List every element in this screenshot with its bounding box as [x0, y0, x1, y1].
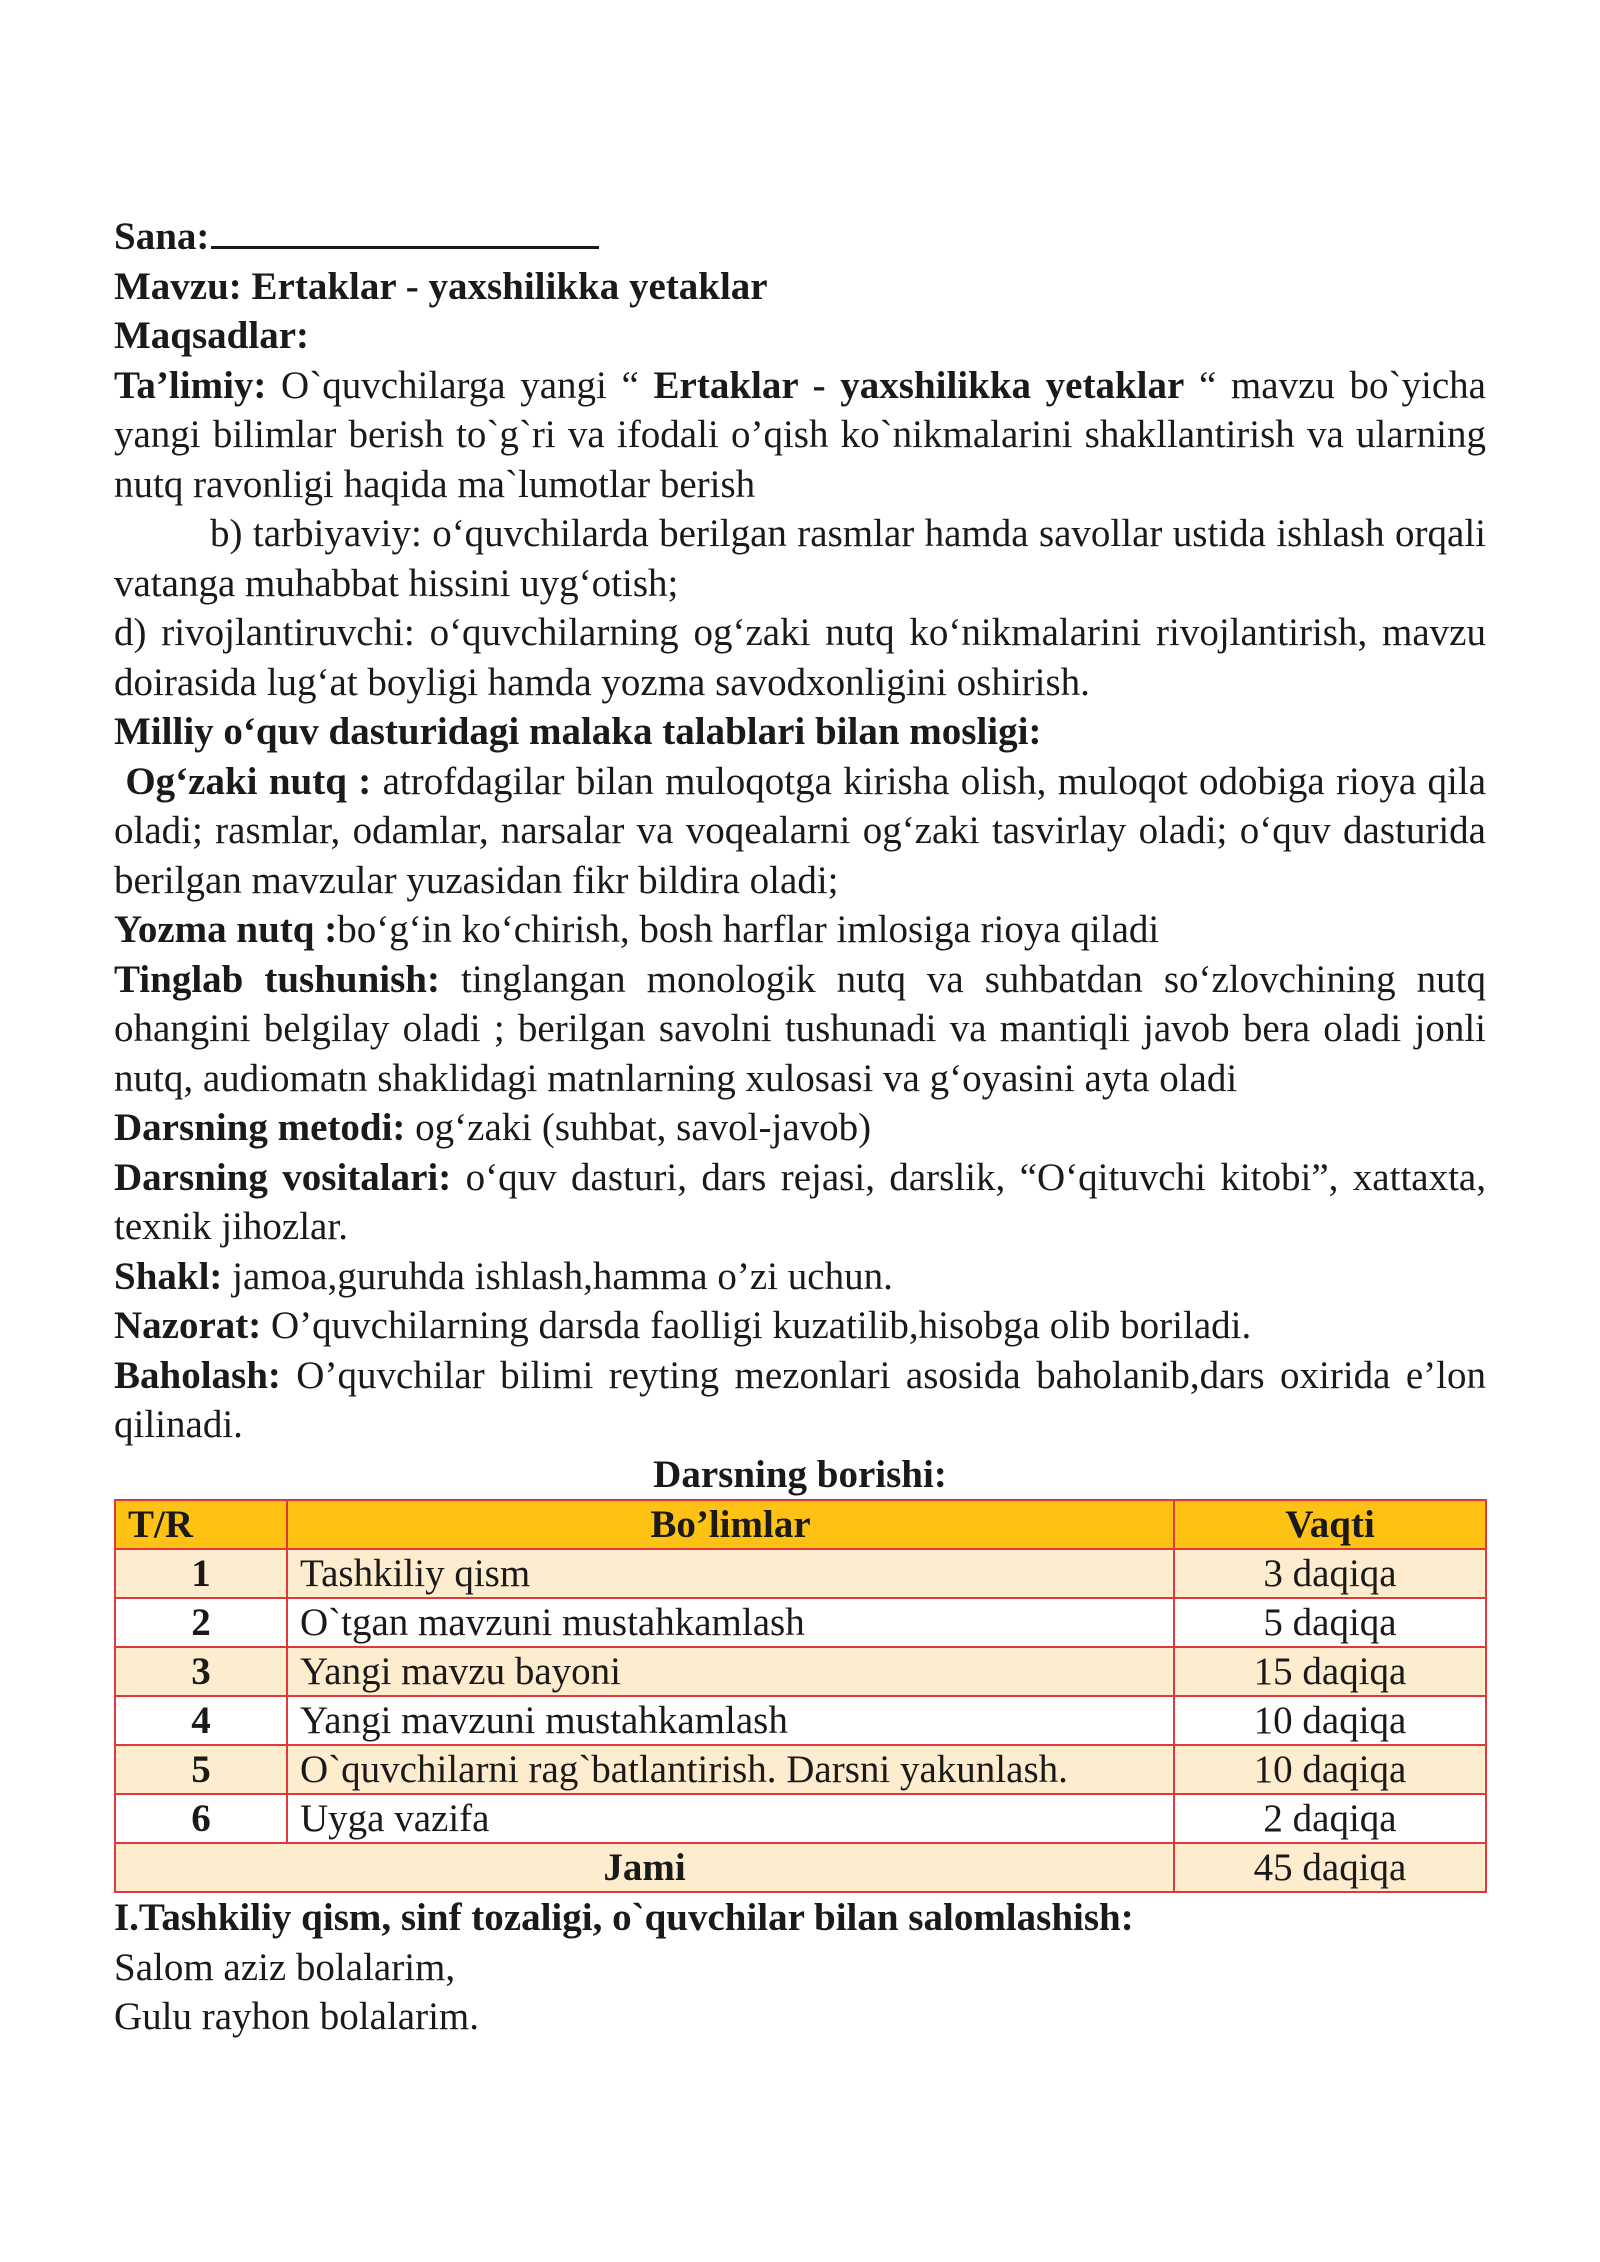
table-row: [115, 1647, 1486, 1696]
row-num: 5: [115, 1745, 287, 1794]
metod-text: og‘zaki (suhbat, savol-javob): [405, 1106, 872, 1149]
section1-heading: I.Tashkiliy qism, sinf tozaligi, o`quvchilar bilan salomlashish:: [114, 1896, 1134, 1939]
greeting-line-2: Gulu rayhon bolalarim.: [114, 1995, 479, 2038]
header-time: Vaqti: [1174, 1500, 1486, 1549]
shakl-label: Shakl:: [114, 1254, 223, 1298]
table-row: [115, 1745, 1486, 1794]
row-time: 10 daqiqa: [1174, 1696, 1486, 1745]
tinglab-label: Tinglab tushunish:: [114, 957, 440, 1001]
ogzaki-label: Og‘zaki nutq :: [125, 759, 372, 803]
detail-vosita: [114, 1153, 1486, 1252]
row-section: Uyga vazifa: [287, 1794, 1174, 1843]
baholash-label: Baholash:: [114, 1353, 281, 1397]
baholash-text: O’quvchilar bilimi reyting mezonlari asosida baholanib,dars oxirida e’lon qilinadi.: [114, 1353, 1486, 1446]
row-num: 4: [115, 1696, 287, 1745]
row-time: 2 daqiqa: [1174, 1794, 1486, 1843]
vosita-text: o‘quv dasturi, dars rejasi, darslik, “O‘qituvchi kitobi”, xattaxta, texnik jihozlar.: [114, 1155, 1486, 1248]
row-time: 15 daqiqa: [1174, 1647, 1486, 1696]
greeting-line-1: Salom aziz bolalarim,: [114, 1945, 456, 1989]
row-num: 1: [115, 1549, 287, 1598]
standard-ogzaki: [114, 757, 1486, 906]
talimiy-pre: O`quvchilarga yangi “: [266, 363, 654, 407]
row-section: O`tgan mavzuni mustahkamlash: [287, 1598, 1174, 1647]
tinglab-text: tinglangan monologik nutq va suhbatdan so‘zlovchining nutq ohangini belgilay oladi ; berilgan savolni tushunadi va mantiqli javob bera oladi jonli nutq, audiomatn shaklidagi matnlarning xulosasi va g‘oyasini ayta oladi: [114, 957, 1486, 1100]
total-time: 45 daqiqa: [1174, 1843, 1486, 1892]
date-label: Sana:: [114, 215, 210, 258]
standard-tinglab: [114, 955, 1486, 1104]
table-row: [115, 1794, 1486, 1843]
row-time: 5 daqiqa: [1174, 1598, 1486, 1647]
total-label: Jami: [115, 1843, 1174, 1892]
table-header-row: [115, 1500, 1486, 1549]
lesson-plan-table: [114, 1499, 1487, 1893]
goal-tarbiyaviy: [114, 509, 1486, 608]
yozma-label: Yozma nutq :: [114, 908, 338, 951]
table-total-row: [115, 1843, 1486, 1892]
ogzaki-text: atrofdagilar bilan muloqotga kirisha olish, muloqot odobiga rioya qila oladi; rasmlar, odamlar, narsalar va voqealarni og‘zaki tasvirlay oladi; o‘quv dasturida berilgan mavzular yuzasidan fikr bildira oladi;: [114, 759, 1486, 902]
row-section: O`quvchilarni rag`batlantirish. Darsni yakunlash.: [287, 1745, 1174, 1794]
metod-label: Darsning metodi:: [114, 1106, 406, 1149]
header-section: Bo’limlar: [287, 1500, 1174, 1549]
row-section: Yangi mavzu bayoni: [287, 1647, 1174, 1696]
goal-talimiy: [114, 361, 1486, 510]
shakl-text: jamoa,guruhda ishlash,hamma o’zi uchun.: [222, 1254, 893, 1298]
row-time: 3 daqiqa: [1174, 1549, 1486, 1598]
nazorat-label: Nazorat:: [114, 1304, 262, 1347]
lesson-plan-page: [114, 212, 1486, 2042]
row-num: 2: [115, 1598, 287, 1647]
detail-shakl: [114, 1252, 1486, 1302]
tarbiyaviy-text: b) tarbiyaviy: o‘quvchilarda berilgan rasmlar hamda savollar ustida ishlash orqali vatanga muhabbat hissini uyg‘otish;: [114, 512, 1486, 605]
table-row: [115, 1696, 1486, 1745]
talimiy-post: “ mavzu bo`yicha yangi bilimlar berish to`g`ri va ifodali o’qish ko`nikmalarini shakllantirish va ularning nutq ravonligi haqida ma`lumotlar berish: [114, 363, 1486, 506]
nazorat-text: O’quvchilarning darsda faolligi kuzatilib,hisobga olib boriladi.: [261, 1304, 1252, 1347]
topic-line: Mavzu: Ertaklar - yaxshilikka yetaklar: [114, 264, 768, 308]
goals-heading: Maqsadlar:: [114, 314, 309, 357]
talimiy-topic: Ertaklar - yaxshilikka yetaklar: [653, 363, 1185, 407]
date-blank: [211, 216, 599, 249]
row-time: 10 daqiqa: [1174, 1745, 1486, 1794]
row-num: 6: [115, 1794, 287, 1843]
standards-heading: Milliy o‘quv dasturidagi malaka talablari bilan mosligi:: [114, 710, 1042, 753]
table-row: [115, 1549, 1486, 1598]
row-section: Tashkiliy qism: [287, 1549, 1174, 1598]
date-line: [114, 212, 1486, 262]
talimiy-label: Ta’limiy:: [114, 363, 267, 407]
header-num: T/R: [115, 1500, 287, 1549]
detail-nazorat: [114, 1301, 1486, 1351]
standard-yozma: [114, 905, 1486, 955]
row-section: Yangi mavzuni mustahkamlash: [287, 1696, 1174, 1745]
goal-rivojlantiruvchi: d) rivojlantiruvchi: o‘quvchilarning og‘zaki nutq ko‘nikmalarini rivojlantirish, mavzu doirasida lug‘at boyligi hamda yozma savodxonligini oshirish.: [114, 611, 1486, 704]
detail-metod: [114, 1103, 1486, 1153]
plan-title: Darsning borishi:: [653, 1452, 947, 1496]
vosita-label: Darsning vositalari:: [114, 1155, 452, 1199]
row-num: 3: [115, 1647, 287, 1696]
yozma-text: bo‘g‘in ko‘chirish, bosh harflar imlosiga rioya qiladi: [337, 908, 1160, 951]
table-row: [115, 1598, 1486, 1647]
detail-baholash: [114, 1351, 1486, 1450]
